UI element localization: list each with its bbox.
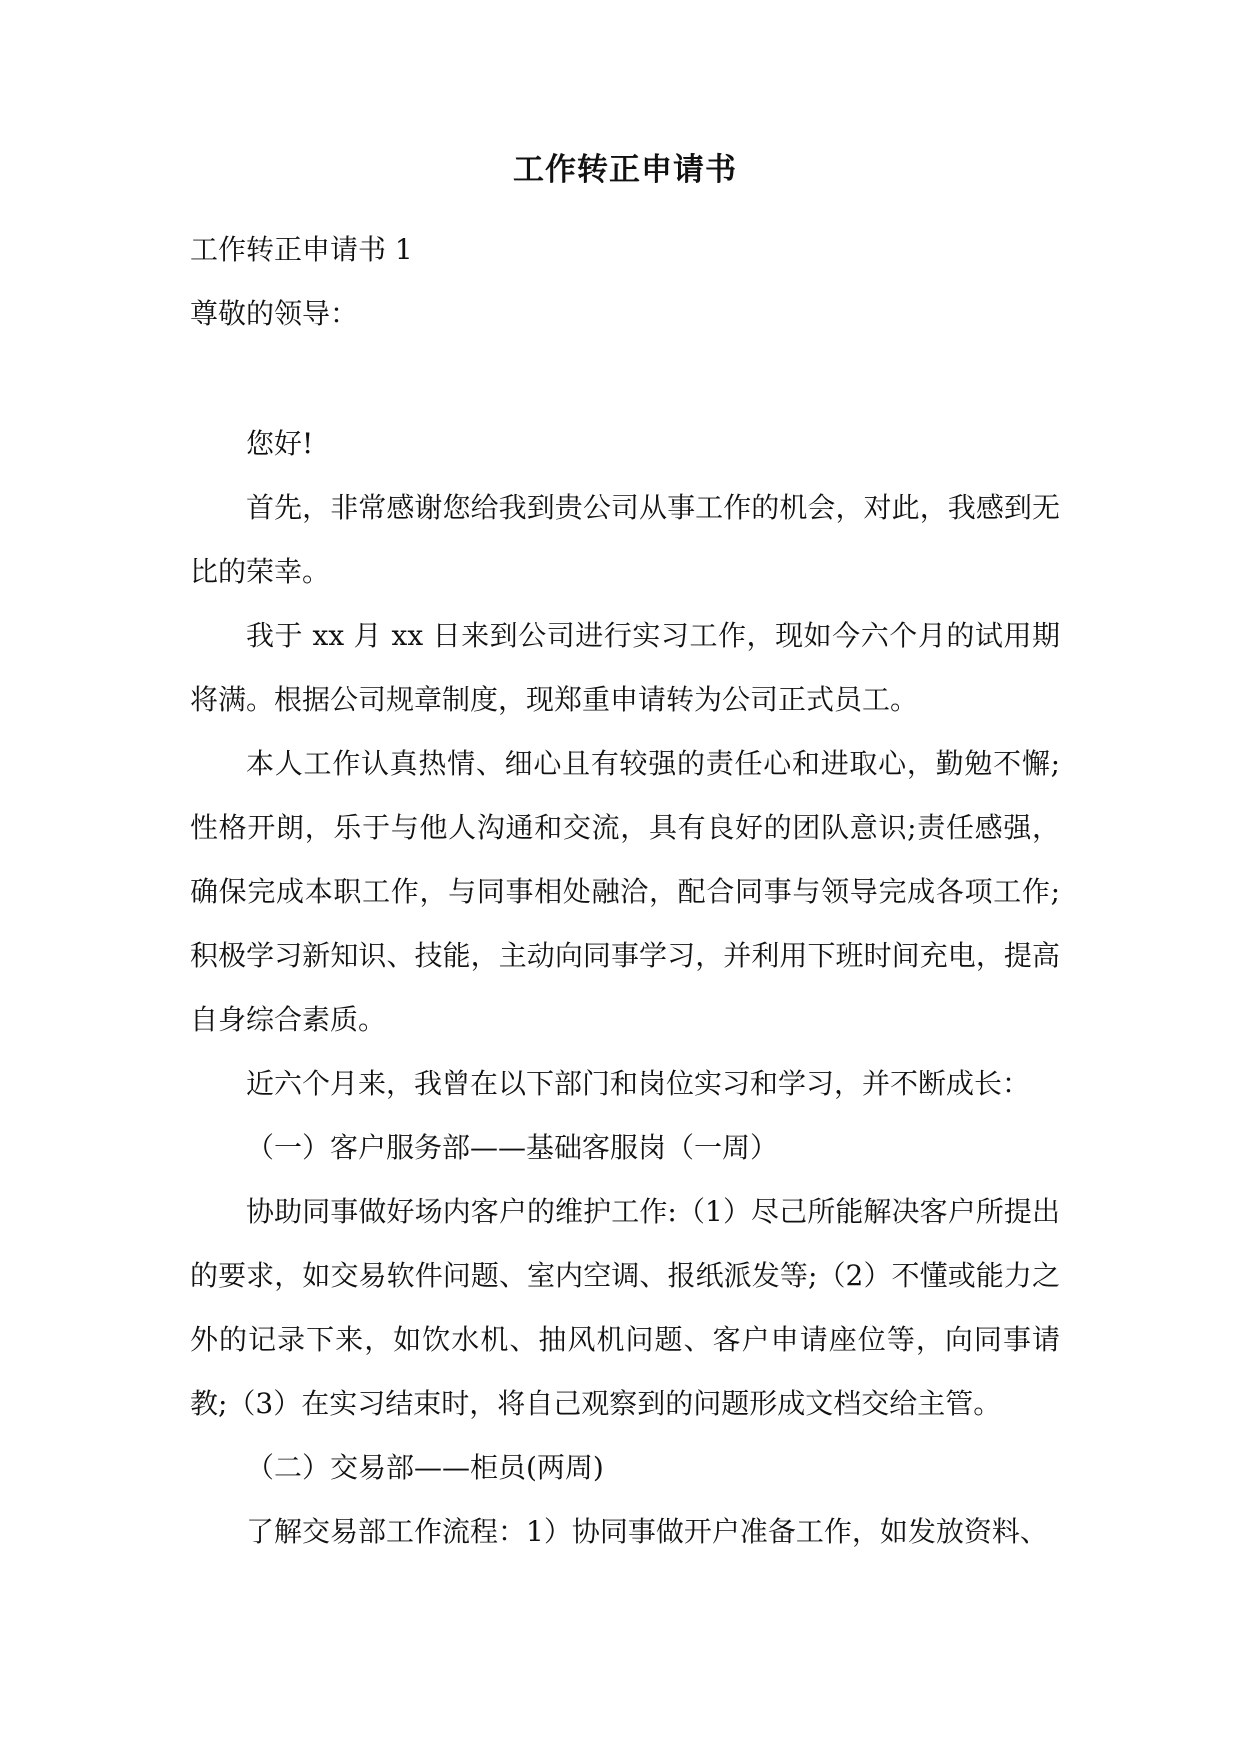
document-title: 工作转正申请书	[513, 152, 737, 188]
section-heading-trading: （二）交易部——柜员(两周)	[246, 1451, 604, 1484]
paragraph-trading: 了解交易部工作流程：1）协同事做开户准备工作，如发放资料、	[246, 1515, 1048, 1548]
document-subtitle: 工作转正申请书 1	[190, 233, 413, 266]
paragraph-departments-intro: 近六个月来，我曾在以下部门和岗位实习和学习，并不断成长：	[246, 1067, 1031, 1100]
document-body	[190, 150, 1060, 1564]
section-heading-customer-service: （一）客户服务部——基础客服岗（一周）	[246, 1131, 779, 1164]
paragraph-thanks: 首先，非常感谢您给我到贵公司从事工作的机会，对此，我感到无比的荣幸。	[190, 491, 1060, 588]
paragraph-internship-start: 我于 xx 月 xx 日来到公司进行实习工作，现如今六个月的试用期将满。根据公司规章制度，现郑重申请转为公司正式员工。	[190, 619, 1060, 716]
greeting: 您好!	[246, 427, 314, 460]
paragraph-customer-service: 协助同事做好场内客户的维护工作:（1）尽己所能解决客户所提出的要求，如交易软件问题、室内空调、报纸派发等;（2）不懂或能力之外的记录下来，如饮水机、抽风机问题、客户申请座位等，向同事请教;（3）在实习结束时，将自己观察到的问题形成文档交给主管。	[190, 1195, 1060, 1420]
paragraph-self-assessment: 本人工作认真热情、细心且有较强的责任心和进取心，勤勉不懈;性格开朗，乐于与他人沟通和交流，具有良好的团队意识;责任感强，确保完成本职工作，与同事相处融洽，配合同事与领导完成各项工作;积极学习新知识、技能，主动向同事学习，并利用下班时间充电，提高自身综合素质。	[190, 747, 1060, 1036]
salutation: 尊敬的领导：	[190, 297, 359, 330]
